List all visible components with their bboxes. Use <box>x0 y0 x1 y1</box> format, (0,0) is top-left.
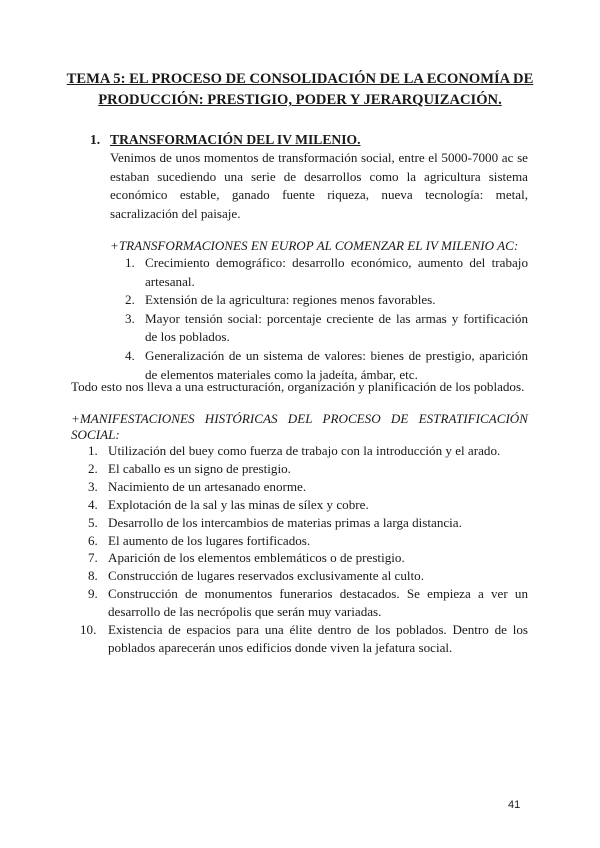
list-item-number: 8. <box>88 568 98 584</box>
section-number: 1. <box>90 132 101 147</box>
list-item <box>88 442 528 460</box>
list-item <box>88 460 528 478</box>
list-item-number: 2. <box>88 460 98 476</box>
list-item <box>88 585 528 621</box>
list-item-number: 1. <box>125 255 135 270</box>
section-intro-paragraph: Venimos de unos momentos de transformación social, entre el 5000-7000 ac se estaban sucediendo una serie de desarrollos como la agricultura sistema económico estable, ganado fuente riqueza, nueva tecnología: metal, sacralización del paisaje. <box>110 150 528 221</box>
list-item-text: Construcción de monumentos funerarios destacados. Se empieza a ver un desarrollo de las necrópolis que serán muy variadas. <box>108 586 528 620</box>
list-item <box>80 621 528 657</box>
list-item-number: 2. <box>125 292 135 308</box>
list-item-number: 4. <box>125 347 135 363</box>
list-item-text: Generalización de un sistema de valores: bienes de prestigio, aparición de elementos materiales como la jadeíta, ámbar, etc. <box>145 347 528 382</box>
list-item-number: 7. <box>88 550 98 566</box>
list-item-text: Desarrollo de los intercambios de materias primas a larga distancia. <box>108 514 462 530</box>
list-item <box>88 549 528 567</box>
page-number: 41 <box>508 799 521 811</box>
manifestations-list <box>80 442 528 657</box>
list-item-text: Nacimiento de un artesanado enorme. <box>108 478 307 494</box>
list-item-text: El aumento de los lugares fortificados. <box>108 532 311 548</box>
list-item <box>125 310 528 347</box>
list-item-number: 4. <box>88 496 98 512</box>
list-item <box>88 496 528 514</box>
document-title: TEMA 5: EL PROCESO DE CONSOLIDACIÓN DE LA ECONOMÍA DE PRODUCCIÓN: PRESTIGIO, PODER Y JERARQUIZACIÓN. <box>66 71 534 108</box>
list-item-text: Construcción de lugares reservados exclusivamente al culto. <box>108 568 424 584</box>
list-item-text: Utilización del buey como fuerza de trabajo con la introducción y el arado. <box>108 443 501 458</box>
list-item-text: Mayor tensión social: porcentaje creciente de las armas y fortificación de los poblados. <box>145 310 528 345</box>
section-heading <box>90 131 530 149</box>
list-item-text: El caballo es un signo de prestigio. <box>108 460 291 476</box>
list-item <box>88 567 528 585</box>
list-item-number: 3. <box>125 310 135 326</box>
list-item-text: Extensión de la agricultura: regiones menos favorables. <box>145 292 436 308</box>
list-item <box>88 478 528 496</box>
list-item <box>88 514 528 532</box>
transformations-list <box>125 254 528 384</box>
list-item-number: 1. <box>88 443 98 458</box>
transformations-heading: +TRANSFORMACIONES EN EUROP AL COMENZAR EL IV MILENIO AC: <box>110 238 519 253</box>
list-item-number: 10. <box>80 622 97 638</box>
list-item-number: 5. <box>88 514 98 530</box>
list-item-number: 9. <box>88 586 98 602</box>
section-heading-text: TRANSFORMACIÓN DEL IV MILENIO. <box>110 132 361 147</box>
manifestations-heading: +MANIFESTACIONES HISTÓRICAS DEL PROCESO DE ESTRATIFICACIÓN SOCIAL: <box>71 411 528 442</box>
list-item <box>88 532 528 550</box>
list-item-text: Existencia de espacios para una élite dentro de los poblados. Dentro de los poblados aparecerán unos edificios donde viven la jefatura social. <box>108 622 528 655</box>
list-item-text: Aparición de los elementos emblemáticos o de prestigio. <box>108 550 405 566</box>
list-item-text: Explotación de la sal y las minas de sílex y cobre. <box>108 496 369 512</box>
summary-paragraph: Todo esto nos lleva a una estructuración, organización y planificación de los poblados. <box>71 379 525 394</box>
list-item <box>125 291 528 310</box>
list-item-number: 6. <box>88 532 98 548</box>
list-item <box>125 254 528 291</box>
list-item-number: 3. <box>88 478 98 494</box>
list-item-text: Crecimiento demográfico: desarrollo económico, aumento del trabajo artesanal. <box>145 255 528 289</box>
